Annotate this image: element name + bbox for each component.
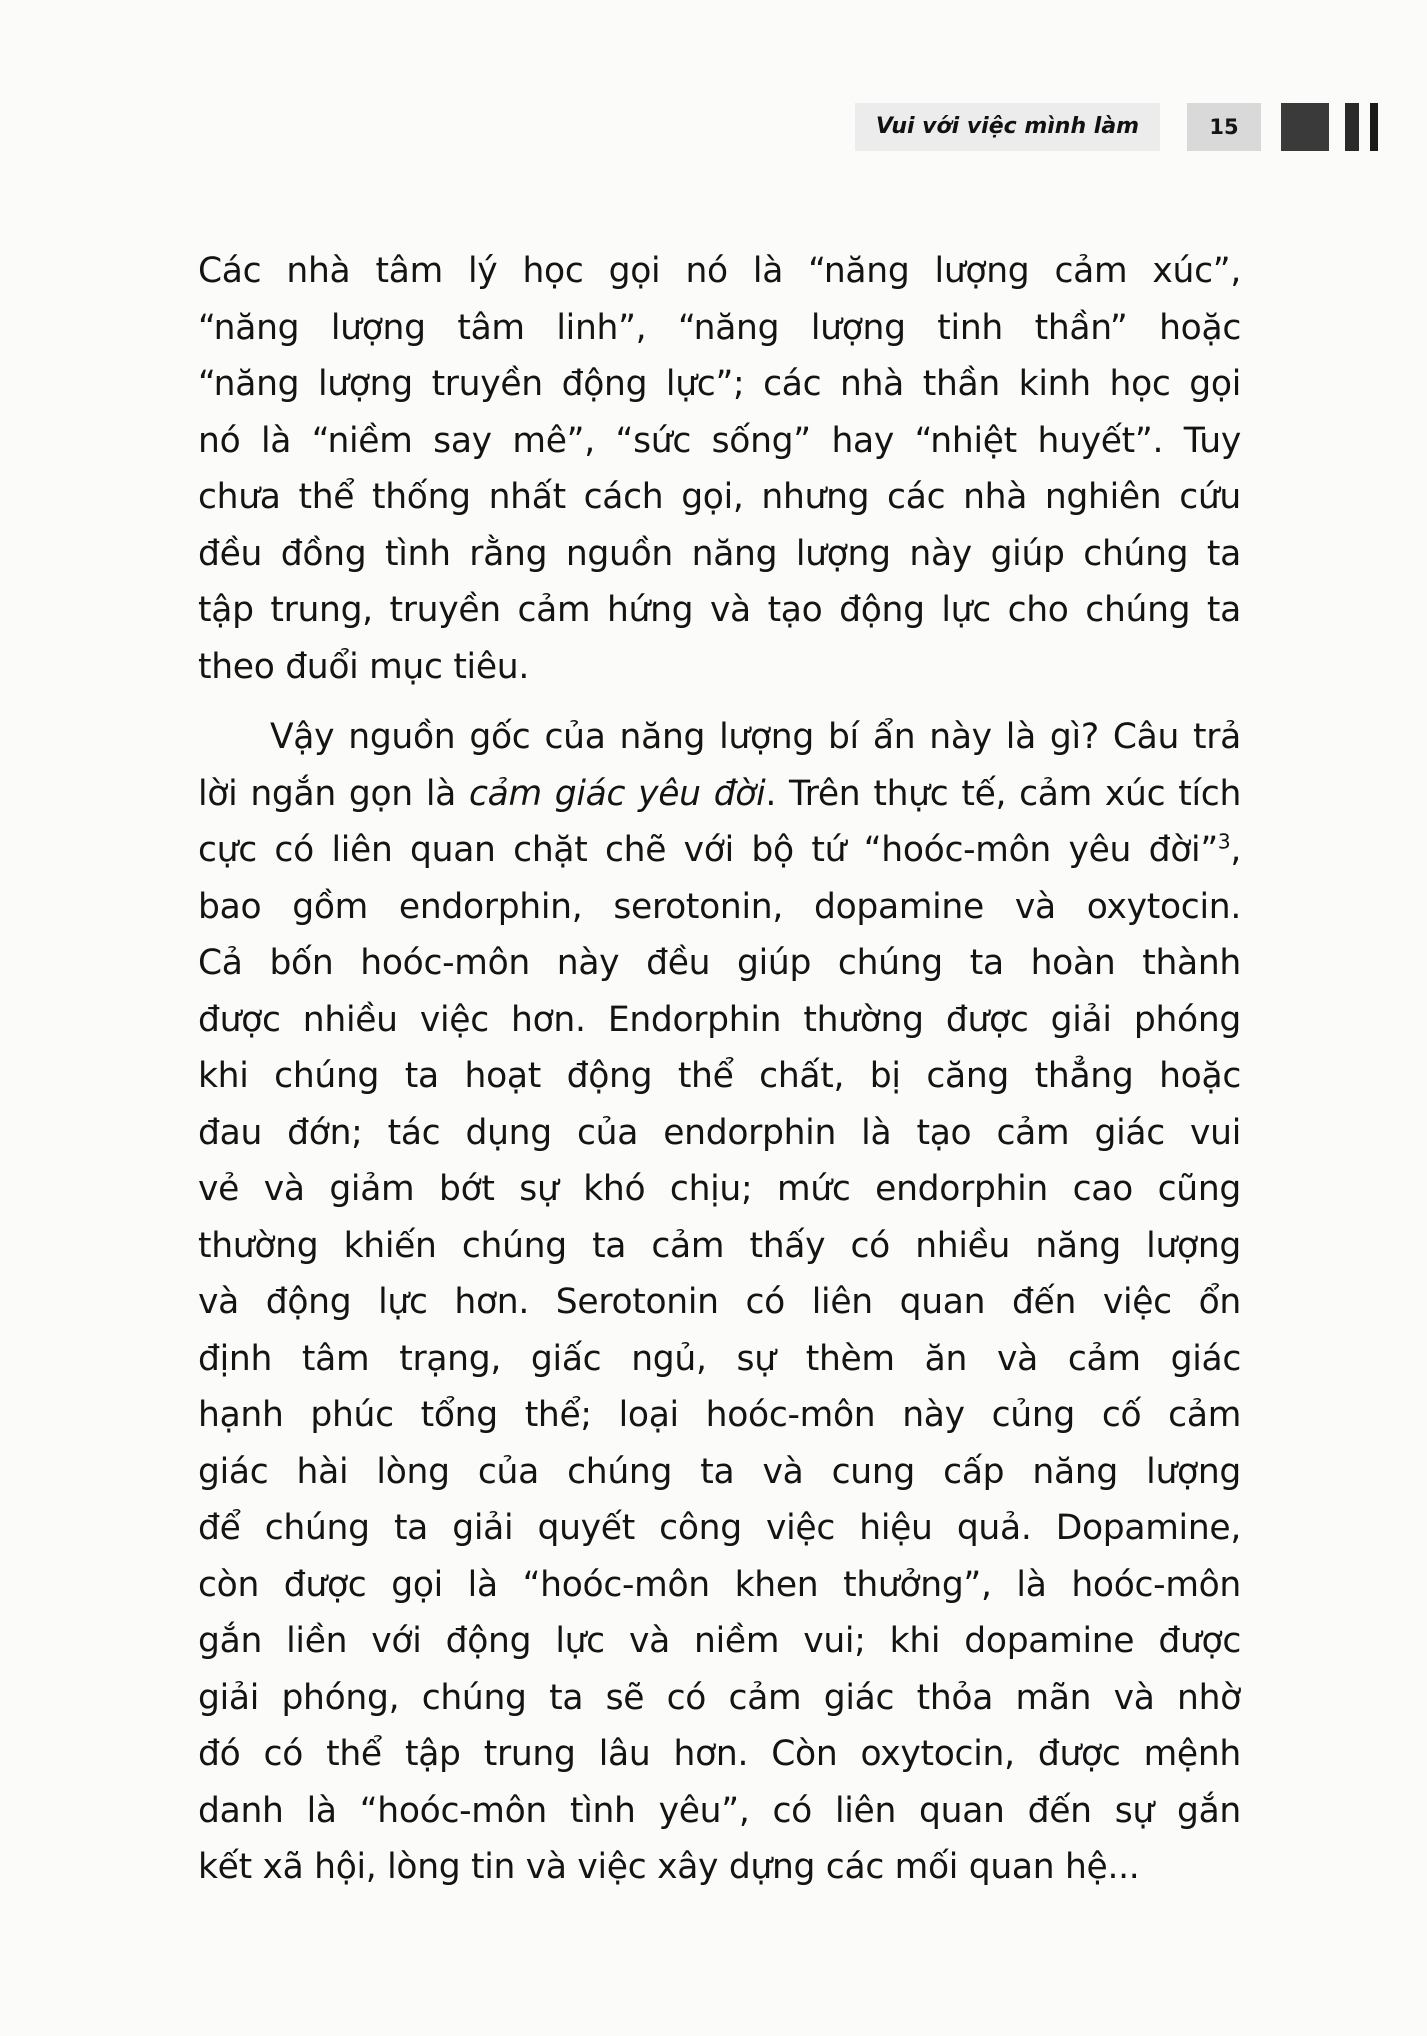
text-line: còn được gọi là “hoóc-môn khen thưởng”, là hoóc-môn xyxy=(198,1564,1241,1605)
text-line xyxy=(198,822,1241,879)
text-segment: lời ngắn gọn là xyxy=(198,773,469,814)
text-line: khi chúng ta hoạt động thể chất, bị căng thẳng hoặc xyxy=(198,1056,1241,1096)
text-line: Các nhà tâm lý học gọi nó là “năng lượng cảm xúc”, xyxy=(198,251,1241,291)
text-line: giác hài lòng của chúng ta và cung cấp năng lượng xyxy=(198,1451,1241,1492)
text-line: gắn liền với động lực và niềm vui; khi dopamine được xyxy=(198,1621,1241,1661)
text-line: định tâm trạng, giấc ngủ, sự thèm ăn và cảm giác xyxy=(198,1338,1241,1379)
text-line: Vậy nguồn gốc của năng lượng bí ẩn này là gì? Câu trả xyxy=(270,717,1241,757)
text-line: hạnh phúc tổng thể; loại hoóc-môn này củng cố cảm xyxy=(198,1395,1241,1435)
text-line: theo đuổi mục tiêu. xyxy=(198,646,529,687)
text-line: danh là “hoóc-môn tình yêu”, có liên quan đến sự gắn xyxy=(198,1790,1241,1831)
text-segment: , xyxy=(1230,830,1241,870)
page-number: 15 xyxy=(1187,103,1261,151)
footnote-ref: 3 xyxy=(1217,829,1231,854)
text-line: nó là “niềm say mê”, “sức sống” hay “nhiệt huyết”. Tuy xyxy=(198,420,1241,461)
text-line: bao gồm endorphin, serotonin, dopamine và oxytocin. xyxy=(198,886,1241,927)
decorative-bar xyxy=(1281,103,1329,151)
text-line xyxy=(198,766,1241,823)
text-line: “năng lượng tâm linh”, “năng lượng tinh thần” hoặc xyxy=(198,307,1241,348)
text-line: “năng lượng truyền động lực”; các nhà thần kinh học gọi xyxy=(198,364,1241,404)
text-line: thường khiến chúng ta cảm thấy có nhiều năng lượng xyxy=(198,1225,1241,1266)
text-line: và động lực hơn. Serotonin có liên quan đến việc ổn xyxy=(198,1282,1241,1322)
text-line: giải phóng, chúng ta sẽ có cảm giác thỏa mãn và nhờ xyxy=(198,1677,1241,1718)
emphasis-text: cảm giác yêu đời xyxy=(468,773,766,814)
text-line: kết xã hội, lòng tin và việc xây dựng các mối quan hệ... xyxy=(198,1847,1140,1887)
running-title: Vui với việc mình làm xyxy=(855,103,1160,151)
body-text xyxy=(198,243,1241,1896)
text-line: vẻ và giảm bớt sự khó chịu; mức endorphin cao cũng xyxy=(198,1169,1241,1209)
decorative-bar xyxy=(1345,103,1359,151)
text-line: đều đồng tình rằng nguồn năng lượng này giúp chúng ta xyxy=(198,533,1241,574)
text-line: để chúng ta giải quyết công việc hiệu quả. Dopamine, xyxy=(198,1508,1241,1548)
text-line: được nhiều việc hơn. Endorphin thường được giải phóng xyxy=(198,999,1241,1040)
paragraph-2 xyxy=(198,709,1241,1896)
text-segment: . Trên thực tế, cảm xúc tích xyxy=(765,773,1242,814)
text-line: đó có thể tập trung lâu hơn. Còn oxytocin, được mệnh xyxy=(198,1734,1241,1774)
decorative-bar xyxy=(1370,103,1378,151)
text-line: Cả bốn hoóc-môn này đều giúp chúng ta hoàn thành xyxy=(198,943,1241,983)
text-line: đau đớn; tác dụng của endorphin là tạo cảm giác vui xyxy=(198,1112,1241,1153)
paragraph-1 xyxy=(198,243,1241,695)
text-line: tập trung, truyền cảm hứng và tạo động lực cho chúng ta xyxy=(198,590,1241,630)
text-segment: cực có liên quan chặt chẽ với bộ tứ “hoóc-môn yêu đời” xyxy=(198,830,1218,870)
text-line: chưa thể thống nhất cách gọi, nhưng các nhà nghiên cứu xyxy=(198,477,1241,517)
